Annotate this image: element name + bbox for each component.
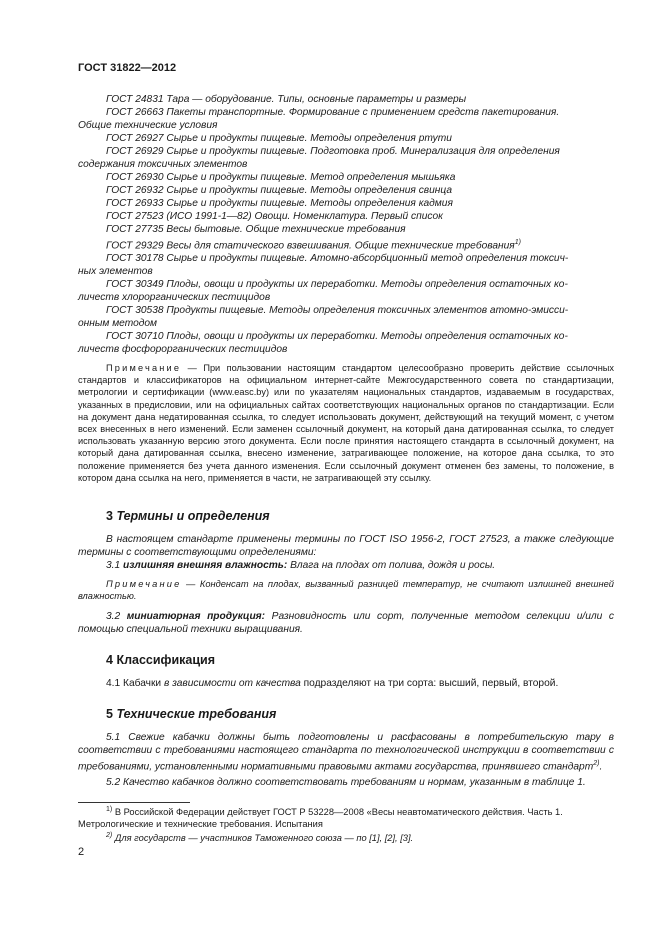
section-title: Технические требования bbox=[116, 707, 277, 721]
term-number: 3.2 bbox=[106, 611, 121, 622]
term-3-1 bbox=[78, 559, 614, 572]
reference-item: ГОСТ 27523 (ИСО 1991-1—82) Овощи. Номенклатура. Первый список bbox=[106, 211, 443, 222]
references-note bbox=[78, 362, 614, 484]
footnote-text: В Российской Федерации действует ГОСТ Р 53228—2008 «Весы неавтоматического действия. Часть 1. Метрологические и технические требования. Испытания bbox=[78, 807, 563, 830]
reference-item: ГОСТ 30178 Сырье и продукты пищевые. Атомно-абсорбционный метод определения токсич- bbox=[106, 253, 569, 265]
reference-item: ГОСТ 29329 Весы для статического взвешивания. Общие технические требования$^{1)}$ bbox=[106, 239, 521, 252]
section-5-heading bbox=[106, 707, 276, 721]
paragraph-text: в зависимости от качества bbox=[163, 678, 301, 689]
note-text: — При пользовании настоящим стандартом целесообразно проверить действие ссылочных стандартов и классификаторов на официальном интернет-сайте Межгосударственного совета по стандартизации, метрологии и сертификации (www.easc.by) или по указателям национальных стандартов, издаваемым в государствах, указанных в предисловии, или на официальных сайтах соответствующих национальных органов по стандартизации. Если на документ дана недатированная ссылка, то следует использовать документ, действующий на текущий момент, с учетом всех внесенных в него изменений. Если заменен ссылочный документ, на который дана датированная ссылка, то следует использовать указанную версию этого документа. Если после принятия настоящего стандарта в ссылочный документ, на который дана датированная ссылка, внесено изменение, затрагивающее положение, на которое дана ссылка, то это положение применяется без учета данного изменения. Если ссылочный документ отменен без замены, то положение, в котором дана ссылка на него, применяется в части, не затрагивающей эту ссылку. bbox=[78, 363, 614, 483]
reference-item: ГОСТ 26932 Сырье и продукты пищевые. Методы определения свинца bbox=[106, 185, 452, 196]
reference-item: ГОСТ 26663 Пакеты транспортные. Формирование с применением средств пакетирования. bbox=[106, 107, 560, 118]
footnote-ref: 2) bbox=[593, 760, 600, 767]
footnotes bbox=[78, 804, 614, 844]
note-text: — Конденсат на плодах, вызванный разницей температур, не считают излишней внешней влажностью. bbox=[78, 579, 614, 601]
paragraph-text: 5.1 Свежие кабачки должны быть подготовлены и расфасованы в потребительскую тару в соответствии с требованиями настоящего стандарта по технологической инструкции в соответствии с требованиями, установленными нормативными правовыми актами государства, принявшего стандарт bbox=[78, 732, 614, 773]
reference-item-continuation: онным методом bbox=[78, 318, 158, 330]
section-4-body bbox=[78, 677, 614, 690]
reference-item-continuation: личеств фосфорорганических пестицидов bbox=[78, 344, 288, 356]
reference-item: ГОСТ 30349 Плоды, овощи и продукты их переработки. Методы определения остаточных ко- bbox=[106, 279, 568, 291]
reference-item-continuation: ных элементов bbox=[78, 266, 153, 278]
page-number: 2 bbox=[78, 846, 85, 858]
reference-item-continuation: личеств хлорорганических пестицидов bbox=[78, 292, 271, 304]
footnote-text: Для государств — участников Таможенного союза — по [1], [2], [3]. bbox=[114, 833, 414, 844]
reference-item: ГОСТ 26930 Сырье и продукты пищевые. Метод определения мышьяка bbox=[106, 172, 456, 183]
paragraph-number: 4.1 bbox=[106, 678, 121, 689]
section-5-body bbox=[78, 731, 614, 789]
note-label: Примечание bbox=[106, 579, 182, 589]
footnote-divider bbox=[78, 802, 190, 803]
term-name: излишняя внешняя влажность: bbox=[123, 560, 288, 571]
section-title: Классификация bbox=[116, 653, 216, 667]
section-3-heading bbox=[106, 509, 270, 523]
footnote-ref: 1) bbox=[514, 239, 521, 246]
paragraph-5-1: 5.1 Свежие кабачки должны быть подготовлены и расфасованы в потребительскую тару в соответствии с требованиями настоящего стандарта по технологической инструкции в соответствии с требованиями, установленными нормативными правовыми актами государства, принявшего стандарт$^{2)}$. bbox=[78, 732, 614, 773]
note-label: Примечание bbox=[106, 363, 182, 373]
term-note bbox=[78, 578, 614, 602]
section-title: Термины и определения bbox=[116, 509, 270, 523]
reference-item-continuation: содержания токсичных элементов bbox=[78, 159, 248, 170]
section-3-body bbox=[78, 533, 614, 636]
normative-references bbox=[0, 93, 661, 356]
term-definition: Разновидность или сорт, полученные методом селекции и/или с помощью специальной техники выращивания. bbox=[78, 611, 614, 635]
footnote-mark: 1) bbox=[106, 806, 113, 813]
term-number: 3.1 bbox=[106, 560, 121, 571]
reference-item: ГОСТ 26933 Сырье и продукты пищевые. Методы определения кадмия bbox=[106, 198, 453, 209]
paragraph-text: Кабачки bbox=[123, 678, 162, 689]
reference-item: ГОСТ 24831 Тара — оборудование. Типы, основные параметры и размеры bbox=[106, 94, 467, 105]
term-definition: Влага на плодах от полива, дождя и росы. bbox=[290, 560, 496, 571]
reference-item-continuation: Общие технические условия bbox=[78, 120, 218, 131]
paragraph-4-1 bbox=[78, 677, 614, 690]
term-name: миниатюрная продукция: bbox=[126, 611, 266, 622]
document-header: ГОСТ 31822—2012 bbox=[78, 62, 177, 74]
paragraph-5-2: 5.2 Качество кабачков должно соответствовать требованиям и нормам, указанным в таблице 1. bbox=[106, 777, 586, 789]
section-number: 3 bbox=[106, 509, 113, 523]
section-3-intro: В настоящем стандарте применены термины по ГОСТ ISO 1956-2, ГОСТ 27523, а также следующие термины с соответствующими определениями: bbox=[78, 534, 614, 558]
reference-item: ГОСТ 26927 Сырье и продукты пищевые. Методы определения ртути bbox=[106, 133, 452, 144]
term-3-2 bbox=[78, 610, 614, 636]
section-4-heading bbox=[106, 653, 215, 667]
reference-item: ГОСТ 30538 Продукты пищевые. Методы определения токсичных элементов атомно-эмисси- bbox=[106, 305, 569, 317]
section-number: 4 bbox=[106, 653, 113, 667]
section-number: 5 bbox=[106, 707, 113, 721]
reference-item: ГОСТ 27735 Весы бытовые. Общие технические требования bbox=[106, 224, 406, 235]
footnote-1 bbox=[78, 804, 614, 830]
footnote-2 bbox=[78, 830, 614, 844]
reference-item: ГОСТ 26929 Сырье и продукты пищевые. Подготовка проб. Минерализация для определения bbox=[106, 146, 560, 157]
footnote-mark: 2) bbox=[106, 832, 113, 840]
reference-item: ГОСТ 30710 Плоды, овощи и продукты их переработки. Методы определения остаточных ко- bbox=[106, 331, 568, 343]
paragraph-text: подразделяют на три сорта: высший, первый, второй. bbox=[303, 678, 559, 689]
